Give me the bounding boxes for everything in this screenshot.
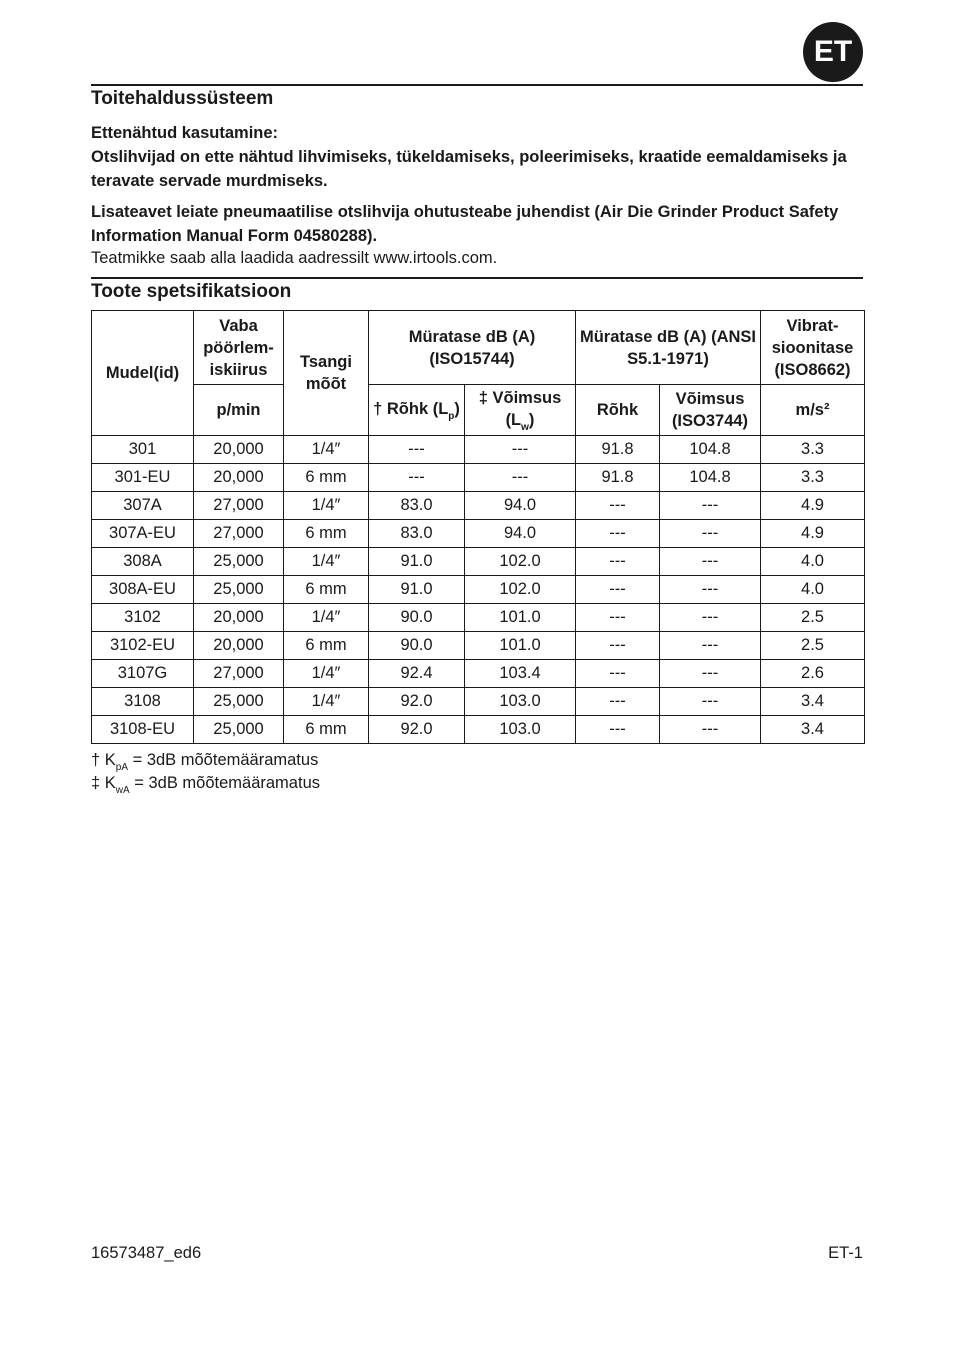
table-cell: 4.0 bbox=[761, 548, 865, 576]
table-cell: 2.6 bbox=[761, 660, 865, 688]
table-cell: 102.0 bbox=[465, 576, 576, 604]
table-cell: 4.9 bbox=[761, 492, 865, 520]
table-cell: 308A bbox=[92, 548, 194, 576]
table-cell: 103.0 bbox=[465, 688, 576, 716]
table-cell: --- bbox=[576, 604, 660, 632]
section-rule bbox=[91, 277, 863, 279]
table-cell: 90.0 bbox=[369, 604, 465, 632]
intended-use-text: Otslihvijad on ette nähtud lihvimiseks, tükeldamiseks, poleerimiseks, kraatide eemaldamiseks ja teravate servade murdmiseks. bbox=[91, 148, 847, 190]
table-cell: --- bbox=[660, 660, 761, 688]
language-badge: ET bbox=[803, 22, 863, 82]
table-cell: 1/4″ bbox=[284, 688, 369, 716]
table-cell: --- bbox=[576, 492, 660, 520]
table-cell: 92.0 bbox=[369, 688, 465, 716]
table-cell: --- bbox=[576, 520, 660, 548]
table-cell: 27,000 bbox=[194, 492, 284, 520]
table-cell: 92.4 bbox=[369, 660, 465, 688]
table-cell: --- bbox=[576, 548, 660, 576]
table-cell: --- bbox=[369, 436, 465, 464]
table-row bbox=[92, 716, 865, 744]
table-cell: 103.0 bbox=[465, 716, 576, 744]
header-free-speed-unit: p/min bbox=[194, 385, 284, 436]
table-row bbox=[92, 436, 865, 464]
table-cell: 307A-EU bbox=[92, 520, 194, 548]
header-power-lw: ‡ Võimsus $(L_w)$ bbox=[465, 385, 576, 436]
header-vibration-unit: m/s² bbox=[761, 385, 865, 436]
document-number: 16573487_ed6 bbox=[91, 1244, 202, 1262]
table-cell: 92.0 bbox=[369, 716, 465, 744]
table-cell: 1/4″ bbox=[284, 604, 369, 632]
table-row bbox=[92, 520, 865, 548]
table-cell: 3102-EU bbox=[92, 632, 194, 660]
table-cell: --- bbox=[576, 660, 660, 688]
table-cell: 1/4″ bbox=[284, 492, 369, 520]
table-cell: --- bbox=[660, 548, 761, 576]
header-pressure-lp: † Rõhk $(L_p)$ bbox=[369, 385, 465, 436]
table-row bbox=[92, 464, 865, 492]
page-number: ET-1 bbox=[828, 1244, 863, 1262]
table-cell: 308A-EU bbox=[92, 576, 194, 604]
more-info-text: Lisateavet leiate pneumaatilise otslihvija ohutusteabe juhendist (Air Die Grinder Product Safety Information Manual Form 04580288). bbox=[91, 203, 839, 245]
header-noise-ansi: Müratase dB (A) (ANSI S5.1-1971) bbox=[576, 311, 761, 385]
intended-use-label: Ettenähtud kasutamine: bbox=[91, 124, 279, 142]
table-cell: 3.4 bbox=[761, 716, 865, 744]
table-cell: 3102 bbox=[92, 604, 194, 632]
table-cell: 102.0 bbox=[465, 548, 576, 576]
table-cell: 103.4 bbox=[465, 660, 576, 688]
table-cell: 20,000 bbox=[194, 436, 284, 464]
table-cell: --- bbox=[660, 520, 761, 548]
table-cell: 27,000 bbox=[194, 520, 284, 548]
table-cell: 4.9 bbox=[761, 520, 865, 548]
table-cell: --- bbox=[660, 716, 761, 744]
table-cell: 3107G bbox=[92, 660, 194, 688]
table-cell: --- bbox=[576, 576, 660, 604]
header-power-iso3744: Võimsus (ISO3744) bbox=[660, 385, 761, 436]
table-cell: --- bbox=[660, 604, 761, 632]
footnote-kwa: ‡ $K_{wA} = 3dB$ mõõtemääramatus bbox=[91, 774, 320, 796]
header-pressure: Rõhk bbox=[576, 385, 660, 436]
table-cell: 91.0 bbox=[369, 576, 465, 604]
table-cell: --- bbox=[576, 632, 660, 660]
table-cell: 2.5 bbox=[761, 604, 865, 632]
table-cell: 1/4″ bbox=[284, 436, 369, 464]
table-cell: 25,000 bbox=[194, 688, 284, 716]
table-cell: 104.8 bbox=[660, 464, 761, 492]
table-cell: --- bbox=[465, 464, 576, 492]
table-cell: 307A bbox=[92, 492, 194, 520]
table-cell: 3.4 bbox=[761, 688, 865, 716]
table-cell: 6 mm bbox=[284, 576, 369, 604]
table-cell: 4.0 bbox=[761, 576, 865, 604]
table-cell: 91.0 bbox=[369, 548, 465, 576]
table-cell: 301-EU bbox=[92, 464, 194, 492]
table-cell: 3.3 bbox=[761, 436, 865, 464]
header-model: Mudel(id) bbox=[92, 311, 194, 436]
section-title-power: Toitehaldussüsteem bbox=[91, 88, 274, 109]
table-cell: 6 mm bbox=[284, 520, 369, 548]
table-cell: 2.5 bbox=[761, 632, 865, 660]
table-cell: 20,000 bbox=[194, 464, 284, 492]
table-cell: --- bbox=[660, 576, 761, 604]
table-cell: 6 mm bbox=[284, 464, 369, 492]
table-cell: --- bbox=[660, 688, 761, 716]
manuals-download-text: Teatmikke saab alla laadida aadressilt www.irtools.com. bbox=[91, 249, 498, 267]
table-cell: 91.8 bbox=[576, 436, 660, 464]
top-rule bbox=[91, 84, 863, 86]
table-cell: 25,000 bbox=[194, 716, 284, 744]
table-row bbox=[92, 548, 865, 576]
table-row bbox=[92, 660, 865, 688]
spec-table bbox=[91, 310, 865, 744]
table-row bbox=[92, 492, 865, 520]
header-collet: Tsangi mõõt bbox=[284, 311, 369, 436]
table-cell: 3108-EU bbox=[92, 716, 194, 744]
table-cell: 83.0 bbox=[369, 492, 465, 520]
table-cell: 27,000 bbox=[194, 660, 284, 688]
table-cell: 20,000 bbox=[194, 604, 284, 632]
table-row bbox=[92, 604, 865, 632]
table-row bbox=[92, 576, 865, 604]
table-cell: --- bbox=[660, 632, 761, 660]
header-free-speed: Vaba pöörlem-iskiirus bbox=[194, 311, 284, 385]
table-cell: --- bbox=[369, 464, 465, 492]
table-cell: 25,000 bbox=[194, 576, 284, 604]
header-noise-iso: Müratase dB (A) (ISO15744) bbox=[369, 311, 576, 385]
table-cell: 25,000 bbox=[194, 548, 284, 576]
table-cell: 91.8 bbox=[576, 464, 660, 492]
table-cell: 104.8 bbox=[660, 436, 761, 464]
table-cell: 101.0 bbox=[465, 632, 576, 660]
table-cell: 6 mm bbox=[284, 632, 369, 660]
table-cell: --- bbox=[576, 716, 660, 744]
header-vibration: Vibrat-sioonitase (ISO8662) bbox=[761, 311, 865, 385]
table-cell: 101.0 bbox=[465, 604, 576, 632]
table-cell: 94.0 bbox=[465, 520, 576, 548]
footnote-kpa: † $K_{pA} = 3dB$ mõõtemääramatus bbox=[91, 751, 319, 773]
table-row bbox=[92, 688, 865, 716]
table-cell: 83.0 bbox=[369, 520, 465, 548]
table-cell: 94.0 bbox=[465, 492, 576, 520]
table-cell: --- bbox=[576, 688, 660, 716]
table-cell: 90.0 bbox=[369, 632, 465, 660]
section-title-spec: Toote spetsifikatsioon bbox=[91, 281, 292, 302]
table-cell: 1/4″ bbox=[284, 548, 369, 576]
table-cell: --- bbox=[660, 492, 761, 520]
table-cell: 1/4″ bbox=[284, 660, 369, 688]
table-cell: --- bbox=[465, 436, 576, 464]
table-cell: 3108 bbox=[92, 688, 194, 716]
table-cell: 6 mm bbox=[284, 716, 369, 744]
table-row bbox=[92, 632, 865, 660]
table-cell: 301 bbox=[92, 436, 194, 464]
table-cell: 3.3 bbox=[761, 464, 865, 492]
table-cell: 20,000 bbox=[194, 632, 284, 660]
